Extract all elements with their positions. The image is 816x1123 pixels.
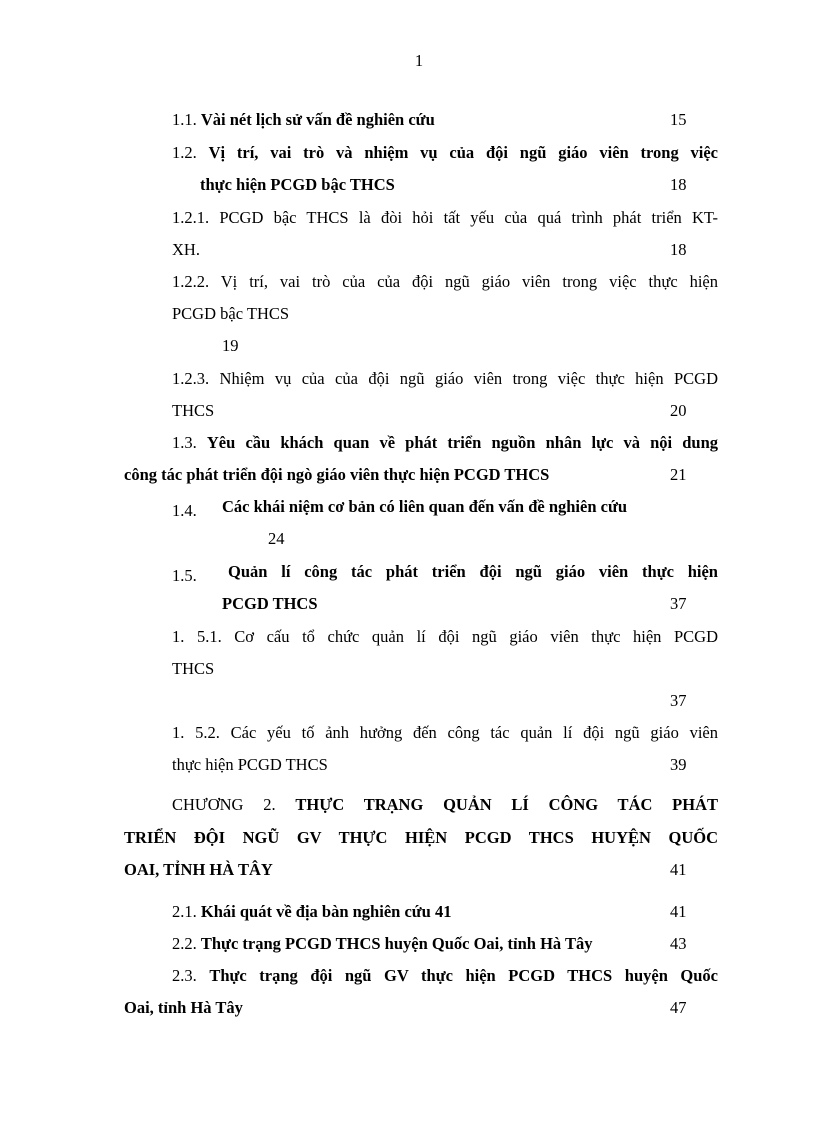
toc-label: 1.2. xyxy=(172,143,209,162)
toc-page: 21 xyxy=(670,465,687,484)
toc-page: 41 xyxy=(670,860,687,879)
toc-title: Khái quát về địa bàn nghiên cứu 41 xyxy=(200,902,452,921)
toc-title: THỰC TRẠNG QUẢN LÍ CÔNG TÁC PHÁT xyxy=(295,795,718,814)
toc-page: 18 xyxy=(670,240,687,259)
toc-title: Thực trạng đội ngũ GV thực hiện PCGD THCS huyện Quốc xyxy=(209,966,718,985)
toc-line-cont: THCS xyxy=(172,659,215,678)
toc-title-cont: thực hiện PCGD bậc THCS xyxy=(200,175,395,194)
toc-label: 1.3. xyxy=(172,433,207,452)
toc-title-cont: TRIỂN ĐỘI NGŨ GV THỰC HIỆN PCGD THCS HUYỆN QUỐC xyxy=(124,828,718,847)
toc-page: 37 xyxy=(670,691,687,710)
toc-line-cont: THCS xyxy=(172,401,215,420)
toc-line-cont: XH. xyxy=(172,240,200,259)
toc-title: Vài nét lịch sử vấn đề nghiên cứu xyxy=(200,110,435,129)
toc-entry-1-2-1[interactable]: 1.2.1. PCGD bậc THCS là đòi hỏi tất yếu của quá trình phát triển KT- xyxy=(172,208,718,227)
toc-entry-1-4[interactable]: Các khái niệm cơ bản có liên quan đến vấn đề nghiên cứu xyxy=(222,497,628,516)
toc-page: 37 xyxy=(670,594,687,613)
toc-page: 39 xyxy=(670,755,687,774)
toc-entry-chapter-2[interactable] xyxy=(172,795,718,815)
toc-title: Thực trạng PCGD THCS huyện Quốc Oai, tỉnh Hà Tây xyxy=(200,934,593,953)
toc-title: Yêu cầu khách quan về phát triển nguồn nhân lực và nội dung xyxy=(206,433,719,452)
toc-page: 43 xyxy=(670,934,687,953)
toc-entry-1-5-2[interactable]: 1. 5.2. Các yếu tố ảnh hưởng đến công tác quản lí đội ngũ giáo viên xyxy=(172,723,718,742)
toc-page: 24 xyxy=(268,529,285,548)
toc-title: Vị trí, vai trò và nhiệm vụ của đội ngũ giáo viên trong việc xyxy=(208,143,719,162)
toc-entry-1-3[interactable] xyxy=(172,433,718,453)
toc-entry-1-2[interactable] xyxy=(172,143,718,163)
toc-entry-2-1[interactable] xyxy=(172,902,451,922)
toc-entry-2-3[interactable] xyxy=(172,966,718,986)
toc-page: 19 xyxy=(222,336,239,355)
toc-page: 47 xyxy=(670,998,687,1017)
toc-title-cont: OAI, TỈNH HÀ TÂY xyxy=(124,860,273,879)
toc-label: 2.3. xyxy=(172,966,210,985)
toc-label: 1.5. xyxy=(172,566,197,585)
toc-label: 2.1. xyxy=(172,902,201,921)
toc-line-cont: thực hiện PCGD THCS xyxy=(172,755,328,774)
toc-title-cont: công tác phát triển đội ngò giáo viên thực hiện PCGD THCS xyxy=(124,465,550,484)
toc-entry-1-2-2[interactable]: 1.2.2. Vị trí, vai trò của của đội ngũ giáo viên trong việc thực hiện xyxy=(172,272,718,291)
toc-entry-1-5-1[interactable]: 1. 5.1. Cơ cấu tổ chức quản lí đội ngũ giáo viên thực hiện PCGD xyxy=(172,627,718,646)
toc-title-cont: Oai, tỉnh Hà Tây xyxy=(124,998,243,1017)
toc-entry-2-2[interactable] xyxy=(172,934,592,954)
toc-line-cont: PCGD bậc THCS xyxy=(172,304,290,323)
toc-page: 15 xyxy=(670,110,687,129)
toc-entry-1-5[interactable]: Quản lí công tác phát triển đội ngũ giáo viên thực hiện xyxy=(228,562,718,581)
toc-title-cont: PCGD THCS xyxy=(222,594,318,613)
toc-label: CHƯƠNG 2. xyxy=(172,795,296,814)
toc-page: 18 xyxy=(670,175,687,194)
toc-page: 20 xyxy=(670,401,687,420)
toc-label: 1.1. xyxy=(172,110,201,129)
toc-label: 2.2. xyxy=(172,934,201,953)
page-number: 1 xyxy=(414,51,424,70)
toc-entry-1-2-3[interactable]: 1.2.3. Nhiệm vụ của của đội ngũ giáo viên trong việc thực hiện PCGD xyxy=(172,369,718,388)
toc-page: 41 xyxy=(670,902,687,921)
toc-entry-1-1[interactable] xyxy=(172,110,435,130)
toc-label: 1.4. xyxy=(172,501,197,520)
